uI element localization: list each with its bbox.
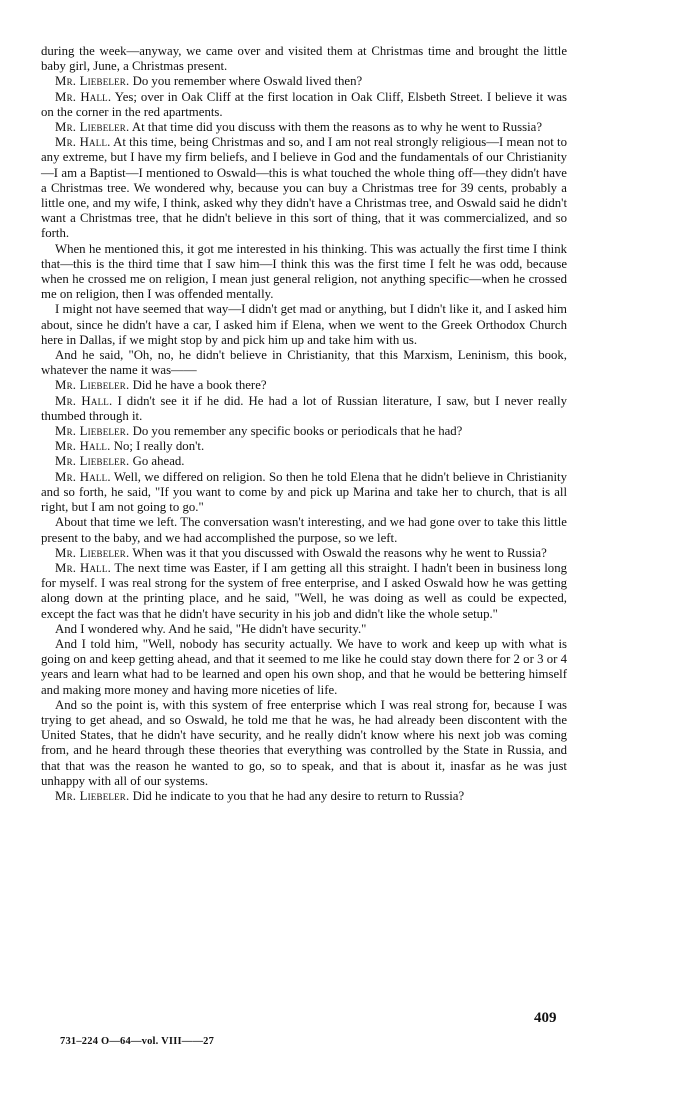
page-number: 409 — [534, 1010, 557, 1026]
speaker-label: Mr. Hall. — [55, 89, 112, 104]
printing-footer: 731–224 O—64—vol. VIII——27 — [60, 1036, 215, 1047]
speaker-label: Mr. Hall. — [55, 469, 111, 484]
paragraph-text: I might not have seemed that way—I didn't get mad or anything, but I didn't like it, and I asked him about, since he didn't have a car, I asked him if Elena, when we went to the Greek Orthodox Church here in Dallas, if we might stop by and pick him up and take him with us. — [41, 302, 567, 347]
paragraph-text: The next time was Easter, if I am getting all this straight. I hadn't been in business long for myself. I was real strong for the system of free enterprise, and I asked Oswald how he was getting along down at the printing place, and he said, "Well, he was doing as well as could be expected, except the fact was that he didn't have security in his job and didn't like the whole setup." — [41, 560, 568, 621]
paragraph-text: Do you remember any specific books or periodicals that he had? — [132, 424, 463, 439]
paragraph — [41, 394, 567, 424]
paragraph — [41, 439, 567, 454]
paragraph-text: When was it that you discussed with Oswald the reasons why he went to Russia? — [132, 545, 547, 560]
paragraph — [41, 242, 567, 303]
paragraph-text: Did he indicate to you that he had any desire to return to Russia? — [132, 788, 465, 803]
speaker-label: Mr. Liebeler. — [55, 545, 130, 560]
paragraph-text: And I wondered why. And he said, "He didn't have security." — [55, 621, 367, 636]
paragraph-text: No; I really don't. — [113, 439, 205, 454]
paragraph — [41, 74, 567, 89]
paragraph-text: Did he have a book there? — [132, 378, 267, 393]
speaker-label: Mr. Hall. — [55, 560, 111, 575]
paragraph — [41, 789, 567, 804]
paragraph-text: When he mentioned this, it got me interested in his thinking. This was actually the first time I think that—this is the third time that I saw him—I think this was the first time I felt he was odd, because when he crossed me on religion, I mean just general religion, not anything specific—when he crossed me on religion, then I was offended mentally. — [41, 241, 567, 302]
speaker-label: Mr. Liebeler. — [55, 120, 130, 135]
paragraph — [41, 44, 567, 74]
paragraph — [41, 470, 567, 516]
paragraph — [41, 637, 567, 698]
paragraph — [41, 90, 567, 120]
paragraph-text: I didn't see it if he did. He had a lot of Russian literature, I saw, but I never really thumbed through it. — [41, 393, 568, 423]
speaker-label: Mr. Liebeler. — [55, 74, 130, 89]
paragraph — [41, 135, 567, 241]
paragraph-text: Well, we differed on religion. So then he told Elena that he didn't believe in Christianity and so forth, he said, "If you want to come by and pick up Marina and take her to church, that is all right, but I am not going to go." — [41, 469, 568, 515]
paragraph — [41, 378, 567, 393]
paragraph-text: And so the point is, with this system of free enterprise which I was real strong for, because I was trying to get ahead, and so Oswald, he told me that he was, he had already been discontent with the United States, that he didn't have security, and he really didn't know where his next job was coming from, and he heard through these theories that everything was controlled by the State in Russia, and that that was the reason he wanted to go, so to speak, and that is about it, inasfar as he was just unhappy with all of our systems. — [41, 697, 567, 788]
paragraph-text: during the week—anyway, we came over and visited them at Christmas time and brought the little baby girl, June, a Christmas present. — [41, 44, 567, 74]
paragraph-text: And he said, "Oh, no, he didn't believe in Christianity, that this Marxism, Leninism, this book, whatever the name it was—— — [41, 348, 567, 378]
speaker-label: Mr. Liebeler. — [55, 378, 130, 393]
paragraph — [41, 546, 567, 561]
paragraph-text: Yes; over in Oak Cliff at the first location in Oak Cliff, Elsbeth Street. I believe it was on the corner in the red apartments. — [41, 89, 568, 119]
speaker-label: Mr. Hall. — [55, 135, 111, 150]
paragraph — [41, 515, 567, 545]
paragraph — [41, 622, 567, 637]
paragraph-text: Do you remember where Oswald lived then? — [132, 74, 363, 89]
paragraph-text: At that time did you discuss with them the reasons as to why he went to Russia? — [131, 120, 543, 135]
speaker-label: Mr. Hall. — [55, 439, 111, 454]
paragraph — [41, 698, 567, 789]
paragraph — [41, 561, 567, 622]
testimony-text — [41, 44, 567, 804]
paragraph — [41, 120, 567, 135]
paragraph-text: And I told him, "Well, nobody has security actually. We have to work and keep up with what is going on and keep getting ahead, and that it seemed to me like he could stay down there for 2 or 3 or 4 years and learn what had to be learned and open his own shop, and that he would be bettering himself and making more money and having more niceties of life. — [41, 636, 567, 697]
paragraph-text: About that time we left. The conversation wasn't interesting, and we had gone over to take this little present to the baby, and we had accomplished the purpose, so we left. — [41, 515, 567, 545]
paragraph-text: At this time, being Christmas and so, and I am not real strongly religious—I mean not to any extreme, but I have my firm beliefs, and I believe in God and the fundamentals of our Christianity—I am a Baptist—I mentioned to Oswald—this is what touched the whole thing off—they didn't have a Christmas tree. We wondered why, because you can buy a Christmas tree for 39 cents, probably a little one, and my wife, I think, asked why they didn't have a Christmas tree, and Oswald said he didn't want a Christmas tree, that he didn't believe in this sort of thing, that it was commercialized, and so forth. — [41, 135, 568, 241]
paragraph — [41, 454, 567, 469]
paragraph — [41, 424, 567, 439]
speaker-label: Mr. Liebeler. — [55, 454, 130, 469]
speaker-label: Mr. Hall. — [55, 393, 113, 408]
paragraph — [41, 302, 567, 348]
speaker-label: Mr. Liebeler. — [55, 788, 130, 803]
paragraph-text: Go ahead. — [132, 454, 185, 469]
paragraph — [41, 348, 567, 378]
speaker-label: Mr. Liebeler. — [55, 424, 130, 439]
